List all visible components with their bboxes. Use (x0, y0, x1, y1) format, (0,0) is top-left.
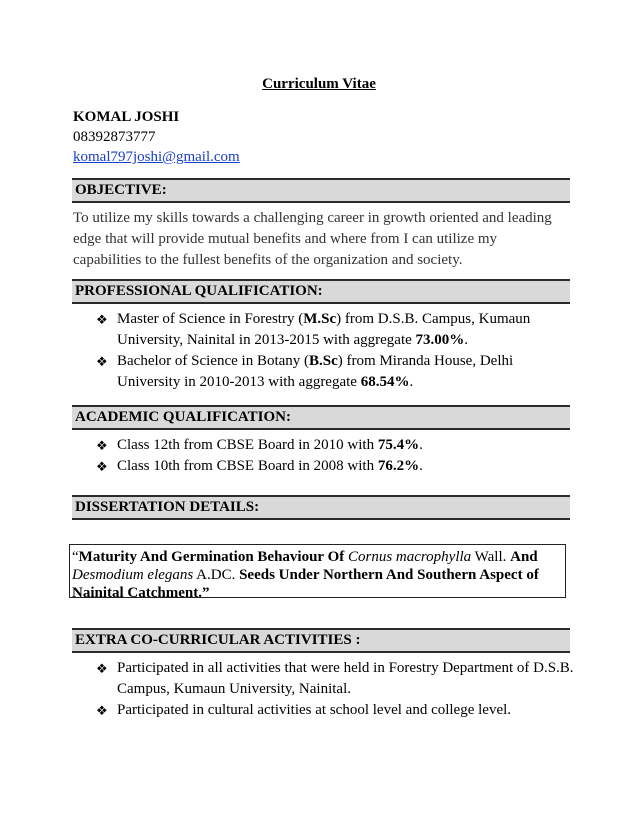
item-text: Class 10th from CBSE Board in 2008 with (117, 458, 378, 474)
dissertation-title-part: And (510, 549, 538, 565)
diamond-bullet-icon: ❖ (96, 703, 108, 718)
extra-curricular-heading: EXTRA CO-CURRICULAR ACTIVITIES : (72, 628, 570, 653)
diamond-bullet-icon: ❖ (96, 459, 108, 474)
list-item (96, 456, 574, 477)
species-name: Cornus macrophylla (347, 549, 472, 565)
item-text: Class 12th from CBSE Board in 2010 with (117, 437, 378, 453)
objective-text: To utilize my skills towards a challenging career in growth oriented and leading edge that will provide mutual benefits and where from I can utilize my capabilities to the fullest benefits of the organization and society. (73, 210, 552, 268)
item-text: Participated in cultural activities at school level and college level. (117, 702, 512, 718)
diamond-bullet-icon: ❖ (96, 312, 108, 327)
list-item (96, 351, 574, 393)
score: 75.4% (377, 437, 420, 453)
academic-qualification-heading: ACADEMIC QUALIFICATION: (72, 405, 570, 430)
item-text: Participated in all activities that were held in Forestry Department of D.S.B. Campus, Kumaun University, Nainital. (117, 660, 574, 697)
objective-heading: OBJECTIVE: (72, 178, 570, 203)
species-author: Wall. (471, 549, 511, 565)
page-title: Curriculum Vitae (262, 76, 376, 92)
diamond-bullet-icon: ❖ (96, 661, 108, 676)
quote-mark: “ (72, 549, 79, 565)
item-text: Bachelor of Science in Botany ( (117, 353, 310, 369)
item-text: Master of Science in Forestry ( (117, 311, 304, 327)
list-item (96, 700, 574, 721)
professional-qualification-heading: PROFESSIONAL QUALIFICATION: (72, 279, 570, 304)
phone-number: 08392873777 (73, 129, 156, 145)
candidate-name: KOMAL JOSHI (73, 109, 180, 125)
email-link[interactable]: komal797joshi@gmail.com (73, 149, 240, 165)
list-item (96, 309, 574, 351)
degree: M.Sc (303, 311, 337, 327)
degree: B.Sc (309, 353, 338, 369)
dissertation-title-part: Maturity And Germination Behaviour Of (78, 549, 348, 565)
item-text: ) from D.S.B. Campus, Kumaun University, Nainital in 2013-2015 with aggregate (117, 311, 531, 348)
dissertation-title-box (69, 544, 566, 601)
aggregate-score: 73.00% (415, 332, 465, 348)
professional-qualification-list (96, 309, 574, 393)
dissertation-heading: DISSERTATION DETAILS: (72, 495, 570, 520)
species-name: Desmodium elegans (72, 567, 194, 583)
species-author: A.DC. (193, 567, 240, 583)
contact-block (73, 107, 240, 167)
score: 76.2% (377, 458, 420, 474)
item-text: . (464, 332, 469, 348)
item-text: . (419, 458, 423, 474)
list-item (96, 435, 574, 456)
diamond-bullet-icon: ❖ (96, 438, 108, 453)
item-text: . (419, 437, 423, 453)
extra-curricular-list (96, 658, 574, 721)
academic-qualification-list (96, 435, 574, 477)
diamond-bullet-icon: ❖ (96, 354, 108, 369)
aggregate-score: 68.54% (360, 374, 410, 390)
dissertation-title-part: Seeds Under Northern And Southern Aspect of Nainital Catchment.” (72, 567, 539, 601)
list-item (96, 658, 574, 700)
item-text: ) from Miranda House, Delhi University in 2010-2013 with aggregate (117, 353, 514, 390)
item-text: . (409, 374, 414, 390)
